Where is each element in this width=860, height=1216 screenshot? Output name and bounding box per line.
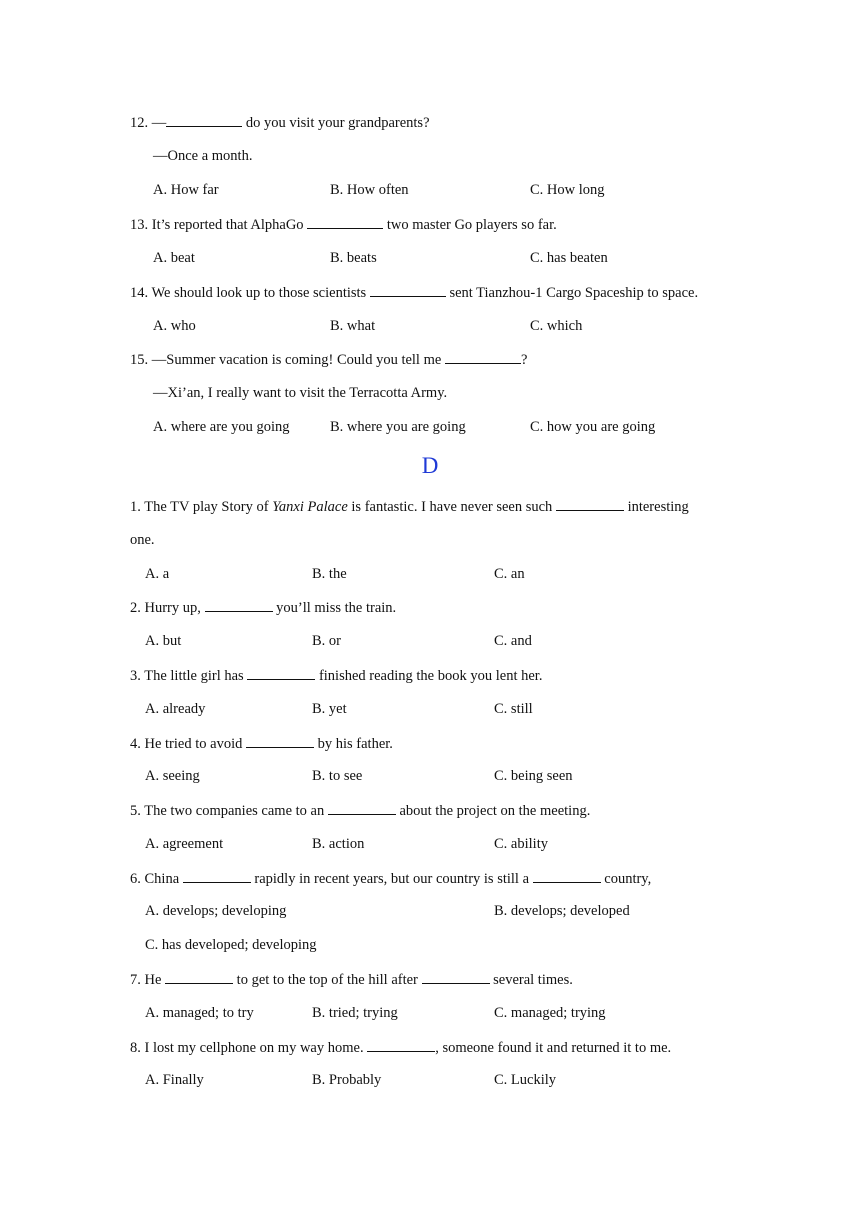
dialogue-answer: —Xi’an, I really want to visit the Terracotta Army. xyxy=(153,385,448,401)
option-a: A. but xyxy=(145,633,182,649)
question-text: is fantastic. I have never seen such xyxy=(351,499,553,515)
option-c: C. How long xyxy=(530,182,605,198)
question-text: several times. xyxy=(493,972,573,988)
answer-blank xyxy=(247,666,315,680)
option-a: A. where are you going xyxy=(153,419,290,435)
question-text: by his father. xyxy=(317,736,393,752)
option-a: A. seeing xyxy=(145,768,200,784)
option-a: A. already xyxy=(145,701,206,717)
question-text: rapidly in recent years, but our country is still a xyxy=(254,871,530,887)
question-text: 15. —Summer vacation is coming! Could you tell me xyxy=(130,352,442,368)
question-text: 13. It’s reported that AlphaGo xyxy=(130,217,304,233)
question-5 xyxy=(130,801,590,820)
question-3 xyxy=(130,666,542,685)
question-15 xyxy=(130,350,527,369)
option-b: B. the xyxy=(312,566,347,582)
question-13 xyxy=(130,215,557,234)
question-text: finished reading the book you lent her. xyxy=(318,668,543,684)
option-c: C. managed; trying xyxy=(494,1005,606,1021)
option-b: B. action xyxy=(312,836,365,852)
answer-blank xyxy=(307,215,383,229)
question-7 xyxy=(130,970,573,989)
question-text: do you visit your grandparents? xyxy=(245,115,430,131)
question-text: 6. China xyxy=(130,871,180,887)
question-continuation: one. xyxy=(130,532,155,548)
question-text: to get to the top of the hill after xyxy=(236,972,418,988)
answer-blank xyxy=(328,801,396,815)
question-text: 2. Hurry up, xyxy=(130,600,201,616)
option-c: C. Luckily xyxy=(494,1072,557,1088)
option-a: A. managed; to try xyxy=(145,1005,254,1021)
answer-blank xyxy=(533,869,601,883)
question-text: 4. He tried to avoid xyxy=(130,736,243,752)
option-b: B. Probably xyxy=(312,1072,382,1088)
question-text: 14. We should look up to those scientists xyxy=(130,285,367,301)
option-c: C. how you are going xyxy=(530,419,656,435)
option-c: C. ability xyxy=(494,836,548,852)
question-1 xyxy=(130,497,689,516)
question-text: two master Go players so far. xyxy=(386,217,557,233)
option-c: C. still xyxy=(494,701,533,717)
option-b: B. or xyxy=(312,633,341,649)
option-c: C. being seen xyxy=(494,768,573,784)
section-heading: D xyxy=(421,453,439,478)
option-b: B. what xyxy=(330,318,376,334)
option-a: A. agreement xyxy=(145,836,224,852)
question-text: 1. The TV play Story of xyxy=(130,499,269,515)
answer-blank xyxy=(183,869,251,883)
question-14 xyxy=(130,283,698,302)
option-c: C. an xyxy=(494,566,525,582)
option-c: C. and xyxy=(494,633,532,649)
question-8 xyxy=(130,1038,671,1057)
question-text: country, xyxy=(604,871,652,887)
question-4 xyxy=(130,734,393,753)
option-a: A. beat xyxy=(153,250,195,266)
option-a: A. Finally xyxy=(145,1072,204,1088)
question-text: , someone found it and returned it to me. xyxy=(435,1040,672,1056)
option-b: B. How often xyxy=(330,182,409,198)
answer-blank xyxy=(422,970,490,984)
option-a: A. who xyxy=(153,318,196,334)
question-text: about the project on the meeting. xyxy=(399,803,591,819)
question-text: 8. I lost my cellphone on my way home. xyxy=(130,1040,364,1056)
option-c: C. which xyxy=(530,318,583,334)
option-c: C. has developed; developing xyxy=(145,937,317,953)
question-text: sent Tianzhou-1 Cargo Spaceship to space. xyxy=(449,285,699,301)
option-b: B. develops; developed xyxy=(494,903,630,919)
answer-blank xyxy=(445,350,521,364)
question-text: 7. He xyxy=(130,972,162,988)
answer-blank xyxy=(166,113,242,127)
answer-blank xyxy=(370,283,446,297)
option-b: B. tried; trying xyxy=(312,1005,398,1021)
option-b: B. to see xyxy=(312,768,363,784)
answer-blank xyxy=(556,497,624,511)
question-2 xyxy=(130,598,396,617)
question-text: interesting xyxy=(627,499,689,515)
option-a: A. a xyxy=(145,566,170,582)
answer-blank xyxy=(367,1038,435,1052)
option-a: A. develops; developing xyxy=(145,903,287,919)
dialogue-answer: —Once a month. xyxy=(153,148,253,164)
option-c: C. has beaten xyxy=(530,250,608,266)
option-b: B. yet xyxy=(312,701,347,717)
answer-blank xyxy=(246,734,314,748)
answer-blank xyxy=(165,970,233,984)
question-text: 3. The little girl has xyxy=(130,668,244,684)
question-text: 5. The two companies came to an xyxy=(130,803,325,819)
question-12 xyxy=(130,113,430,132)
question-text: you’ll miss the train. xyxy=(276,600,397,616)
question-mark: ? xyxy=(520,352,528,368)
italic-title: Yanxi Palace xyxy=(272,499,348,515)
question-6 xyxy=(130,869,651,888)
option-b: B. beats xyxy=(330,250,377,266)
answer-blank xyxy=(205,598,273,612)
option-a: A. How far xyxy=(153,182,219,198)
option-b: B. where you are going xyxy=(330,419,466,435)
dash: — xyxy=(151,115,167,131)
question-number: 12. xyxy=(130,115,149,131)
